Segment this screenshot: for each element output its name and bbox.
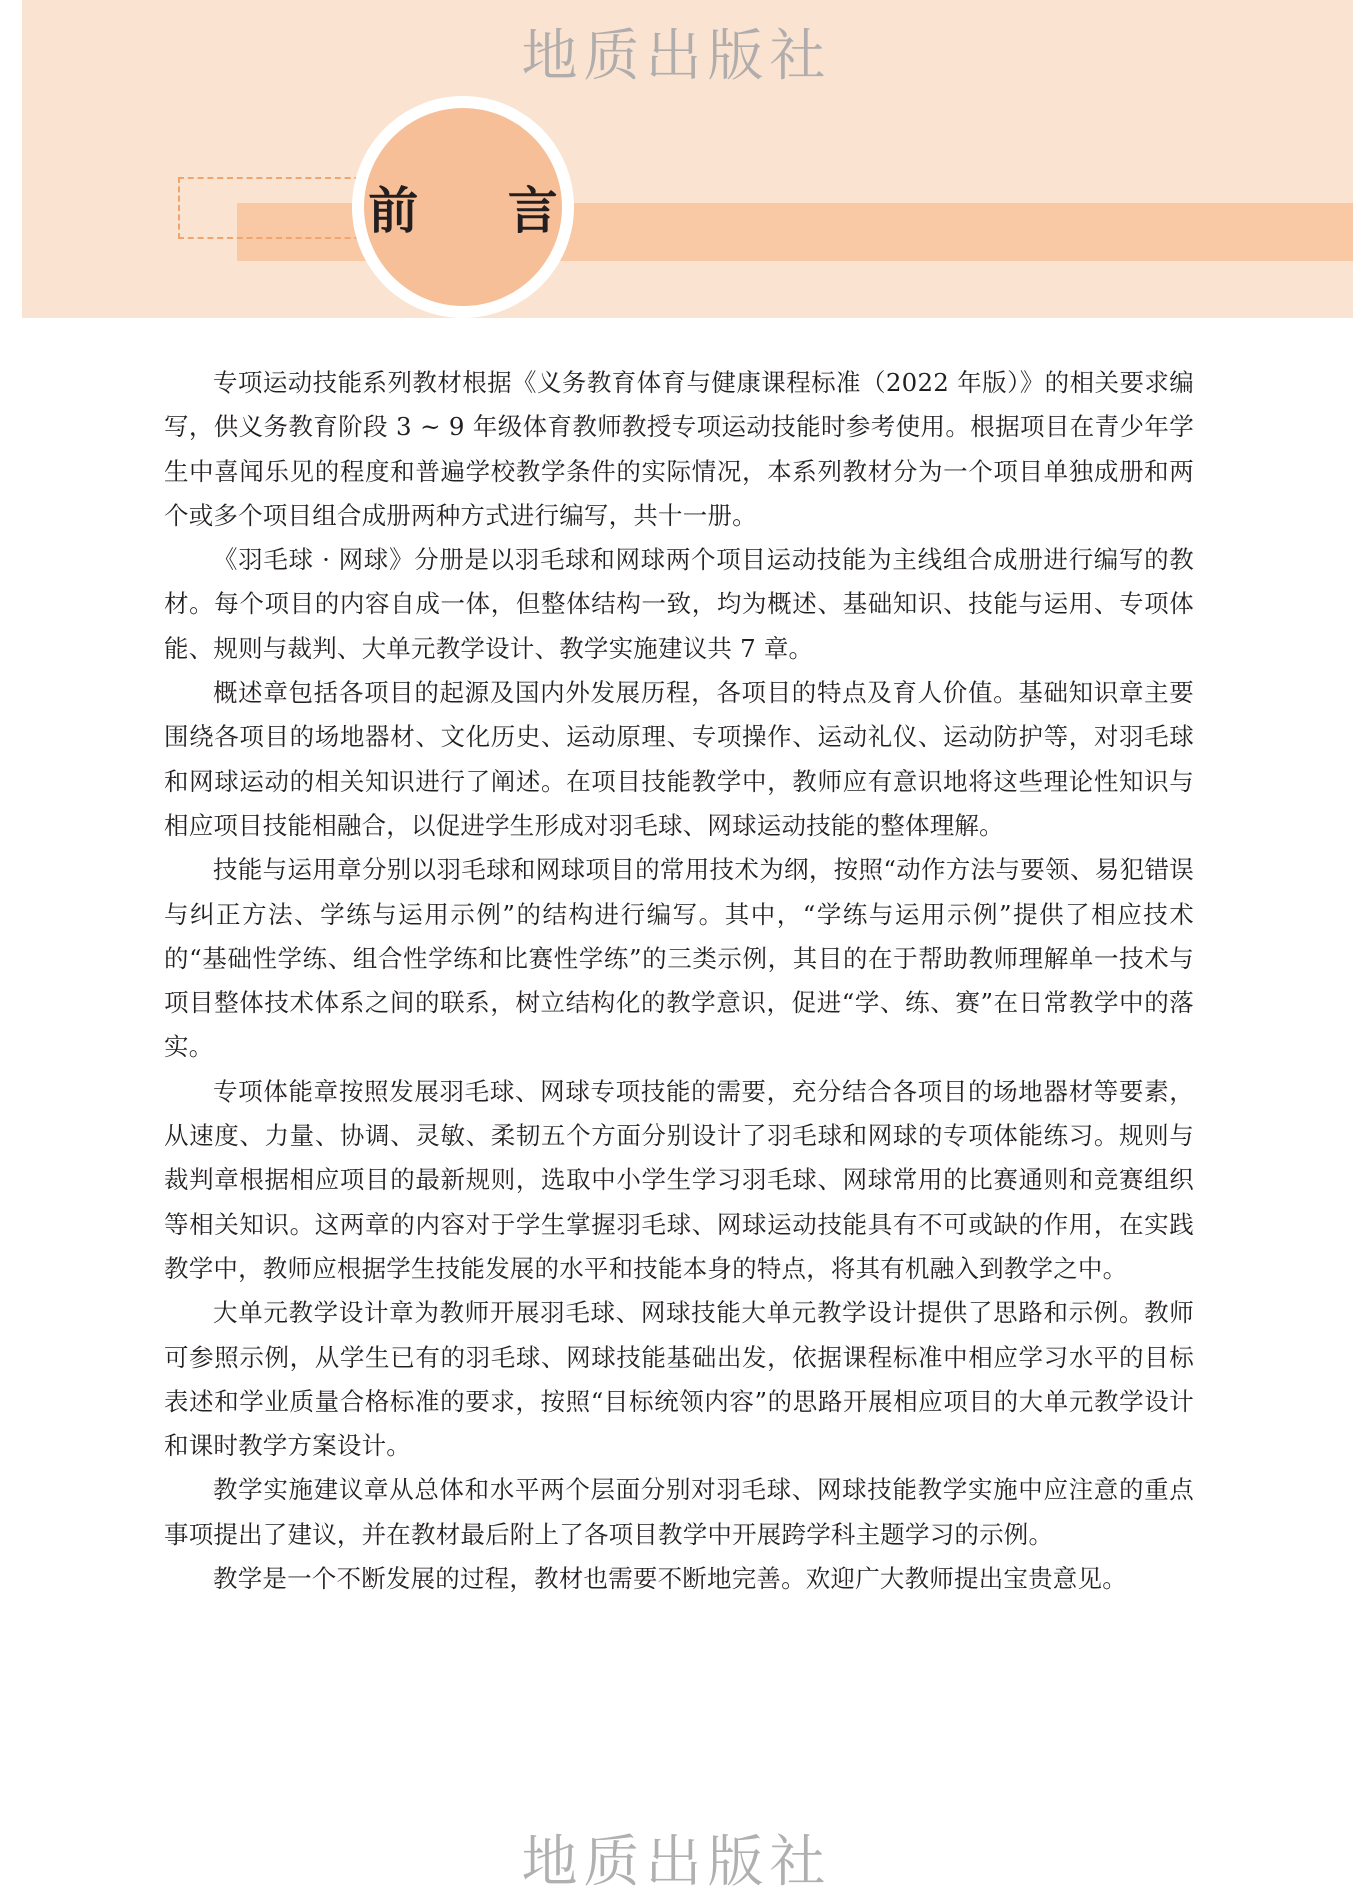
- paragraph: 教学是一个不断发展的过程，教材也需要不断地完善。欢迎广大教师提出宝贵意见。: [213, 1564, 1127, 1594]
- preface-body: [164, 361, 1194, 1601]
- paragraph: 教学实施建议章从总体和水平两个层面分别对羽毛球、网球技能教学实施中应注意的重点事项提出了建议，并在教材最后附上了各项目教学中开展跨学科主题学习的示例。: [164, 1475, 1194, 1549]
- paragraph: 专项运动技能系列教材根据《义务教育体育与健康课程标准（2022 年版）》的相关要求编写，供义务教育阶段 3 ~ 9 年级体育教师教授专项运动技能时参考使用。根据项目在青少年学生中喜闻乐见的程度和普遍学校教学条件的实际情况，本系列教材分为一个项目单独成册和两个或多个项目组合成册两种方式进行编写，共十一册。: [164, 368, 1194, 530]
- paragraph: 《羽毛球 · 网球》分册是以羽毛球和网球两个项目运动技能为主线组合成册进行编写的教材。每个项目的内容自成一体，但整体结构一致，均为概述、基础知识、技能与运用、专项体能、规则与裁判、大单元教学设计、教学实施建议共 7 章。: [164, 545, 1194, 663]
- paragraph: 概述章包括各项目的起源及国内外发展历程，各项目的特点及育人价值。基础知识章主要围绕各项目的场地器材、文化历史、运动原理、专项操作、运动礼仪、运动防护等，对羽毛球和网球运动的相关知识进行了阐述。在项目技能教学中，教师应有意识地将这些理论性知识与相应项目技能相融合，以促进学生形成对羽毛球、网球运动技能的整体理解。: [164, 678, 1194, 840]
- paragraph: 大单元教学设计章为教师开展羽毛球、网球技能大单元教学设计提供了思路和示例。教师可参照示例，从学生已有的羽毛球、网球技能基础出发，依据课程标准中相应学习水平的目标表述和学业质量合格标准的要求，按照“目标统领内容”的思路开展相应项目的大单元教学设计和课时教学方案设计。: [164, 1298, 1194, 1461]
- page-title: 前 言: [368, 182, 594, 240]
- title-circle: [364, 108, 594, 306]
- paragraph: 专项体能章按照发展羽毛球、网球专项技能的需要，充分结合各项目的场地器材等要素，从速度、力量、协调、灵敏、柔韧五个方面分别设计了羽毛球和网球的专项体能练习。规则与裁判章根据相应项目的最新规则，选取中小学生学习羽毛球、网球常用的比赛通则和竞赛组织等相关知识。这两章的内容对于学生掌握羽毛球、网球运动技能具有不可或缺的作用，在实践教学中，教师应根据学生技能发展的水平和技能本身的特点，将其有机融入到教学之中。: [164, 1076, 1194, 1283]
- dashed-bracket-decoration: [178, 177, 380, 239]
- publisher-watermark-bottom: 地质出版社: [521, 1830, 832, 1895]
- paragraph: 技能与运用章分别以羽毛球和网球项目的常用技术为纲，按照“动作方法与要领、易犯错误与纠正方法、学练与运用示例”的结构进行编写。其中，“学练与运用示例”提供了相应技术的“基础性学练、组合性学练和比赛性学练”的三类示例，其目的在于帮助教师理解单一技术与项目整体技术体系之间的联系，树立结构化的教学意识，促进“学、练、赛”在日常教学中的落实。: [164, 855, 1194, 1062]
- publisher-watermark-top: 地质出版社: [521, 24, 832, 89]
